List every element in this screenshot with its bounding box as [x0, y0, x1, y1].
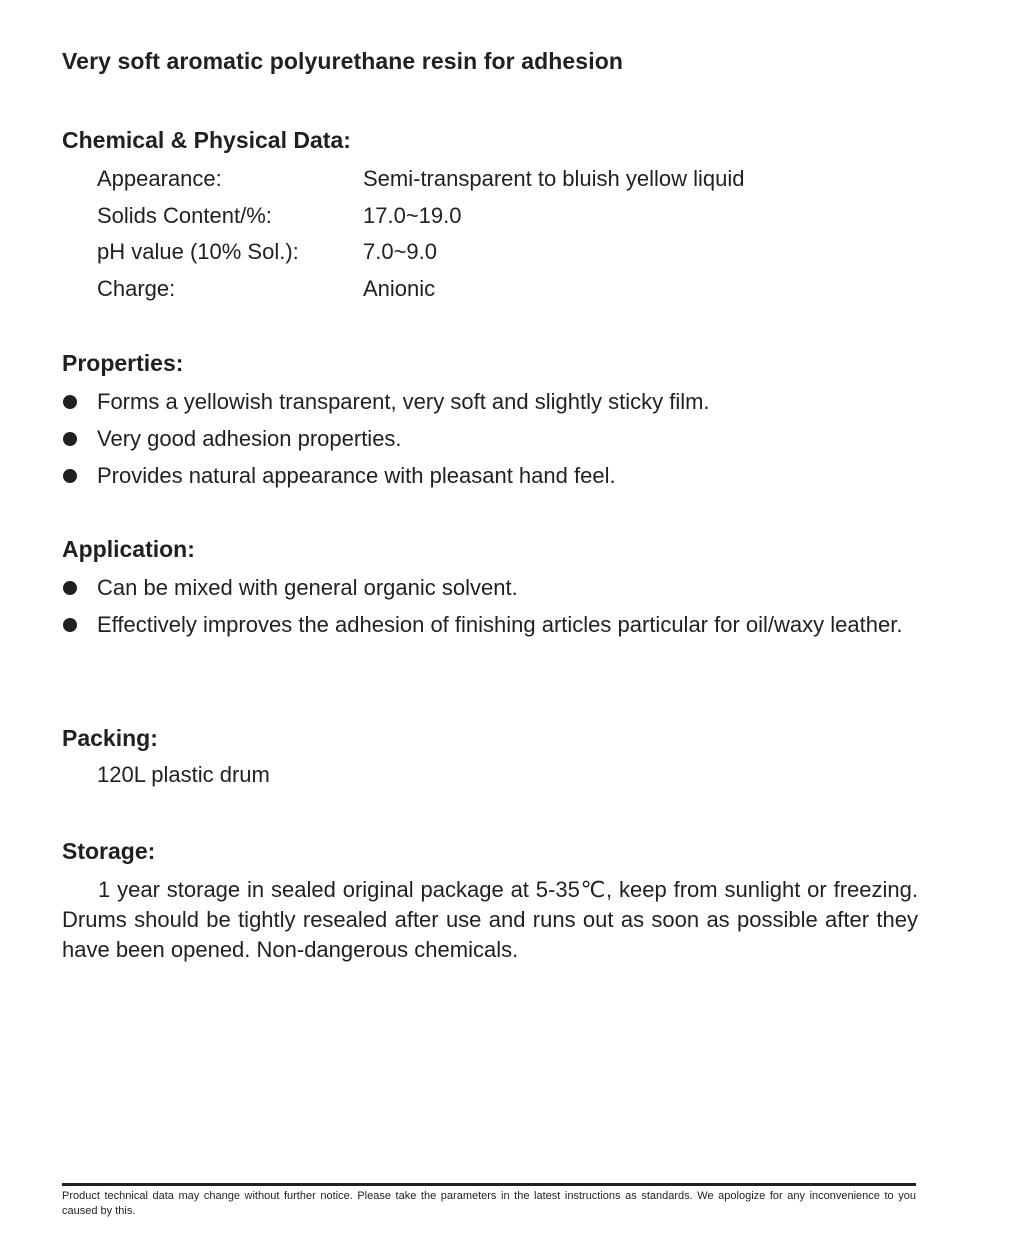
list-item	[62, 569, 922, 606]
list-item	[62, 383, 922, 420]
list-item-text: Forms a yellowish transparent, very soft and slightly sticky film.	[97, 389, 710, 414]
list-item-text: Provides natural appearance with pleasant hand feel.	[97, 463, 616, 488]
list-item	[62, 420, 922, 457]
page-title: Very soft aromatic polyurethane resin for adhesion	[62, 48, 623, 74]
application-heading: Application:	[62, 536, 195, 562]
footer-divider	[62, 1183, 916, 1186]
packing-text: 120L plastic drum	[97, 762, 270, 787]
bullet-icon	[63, 618, 77, 632]
data-value: Semi-transparent to bluish yellow liquid	[363, 166, 745, 191]
data-row-charge	[97, 274, 436, 304]
data-row-ph	[97, 237, 438, 267]
data-row-appearance	[97, 164, 745, 194]
data-value: Anionic	[363, 276, 436, 301]
list-item	[62, 606, 922, 643]
data-row-solids	[97, 201, 462, 231]
bullet-icon	[63, 395, 77, 409]
data-label: Charge:	[97, 276, 176, 301]
bullet-icon	[63, 581, 77, 595]
packing-heading: Packing:	[62, 725, 158, 751]
list-item-text: Can be mixed with general organic solvent.	[97, 575, 518, 600]
bullet-icon	[63, 469, 77, 483]
list-item-text: Effectively improves the adhesion of finishing articles particular for oil/waxy leather.	[97, 612, 903, 637]
data-label: Solids Content/%:	[97, 203, 272, 228]
properties-heading: Properties:	[62, 350, 184, 376]
footer-disclaimer: Product technical data may change without further notice. Please take the parameters in the latest instructions as standards. We apologize for any inconvenience to you caused by this.	[62, 1190, 916, 1217]
chemical-data-heading: Chemical & Physical Data:	[62, 127, 351, 153]
list-item	[62, 457, 922, 494]
data-label: pH value (10% Sol.):	[97, 239, 299, 264]
storage-heading: Storage:	[62, 838, 156, 864]
list-item-text: Very good adhesion properties.	[97, 426, 402, 451]
data-value: 7.0~9.0	[363, 239, 438, 264]
data-value: 17.0~19.0	[363, 203, 462, 228]
data-label: Appearance:	[97, 166, 222, 191]
storage-text: 1 year storage in sealed original package at 5-35℃, keep from sunlight or freezing. Drums should be tightly resealed after use and runs out as soon as possible after they have been opened. Non-dangerous chemicals.	[62, 877, 918, 962]
bullet-icon	[63, 432, 77, 446]
